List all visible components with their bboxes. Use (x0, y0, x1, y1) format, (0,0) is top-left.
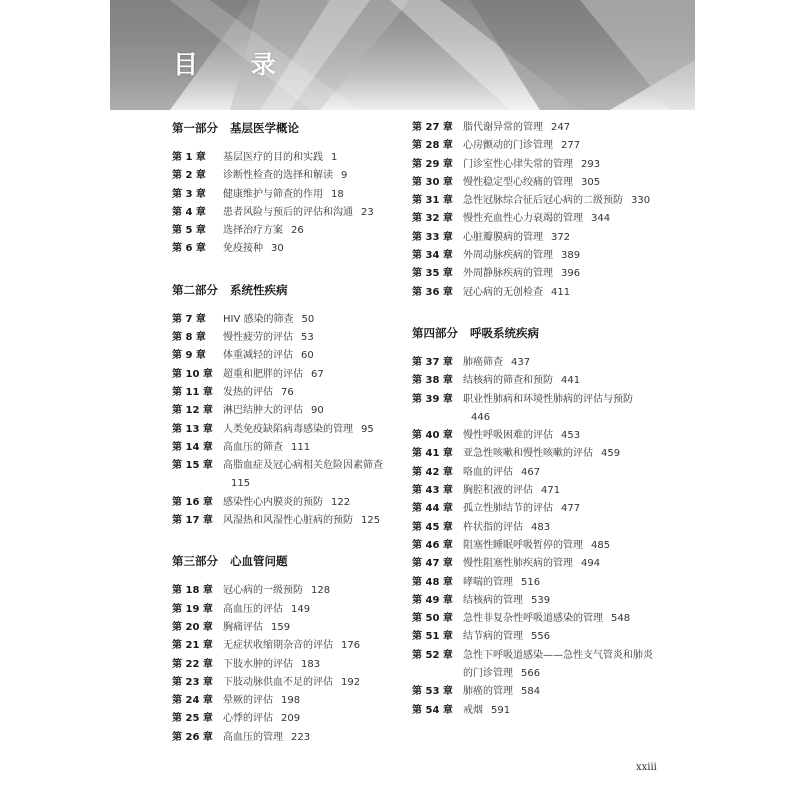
chapter-text (463, 210, 610, 228)
chapter-page: 446 (471, 411, 491, 423)
chapter-text (463, 354, 530, 372)
chapter-page: 477 (561, 503, 581, 515)
chapter-title: 淋巴结肿大的评估 (223, 405, 303, 417)
chapter-text (223, 656, 320, 674)
chapter-title: 阻塞性睡眠呼吸暂停的管理 (463, 539, 583, 551)
chapter-title: HIV 感染的筛查 (223, 313, 294, 325)
chapter-number: 第 41 章 (412, 448, 453, 460)
chapter-page: 485 (591, 539, 611, 551)
chapter-text (223, 619, 290, 637)
chapter-page: 192 (341, 676, 361, 688)
toc-entry[interactable] (172, 240, 400, 258)
chapter-title: 感染性心内膜炎的预防 (223, 496, 323, 508)
chapter-number: 第 1 章 (172, 152, 206, 163)
chapter-text (223, 601, 310, 619)
chapter-text (463, 574, 540, 592)
chapter-text (223, 692, 300, 710)
chapter-number: 第 38 章 (412, 375, 453, 387)
part-heading[interactable] (172, 552, 400, 570)
chapter-text (463, 445, 620, 463)
toc-entry[interactable] (172, 729, 400, 747)
chapter-number: 第 43 章 (412, 485, 453, 497)
toc-entry[interactable] (412, 137, 660, 155)
chapter-title: 发热的评估 (223, 386, 273, 398)
chapter-number: 第 27 章 (412, 122, 453, 133)
chapter-page: 198 (281, 695, 301, 707)
chapter-title: 戒烟 (463, 704, 483, 716)
toc-entry[interactable] (172, 439, 400, 457)
chapter-text (463, 156, 600, 174)
chapter-page: 293 (581, 158, 601, 170)
chapter-page: 556 (531, 631, 551, 643)
chapter-title: 慢性阻塞性肺疾病的管理 (463, 558, 573, 570)
chapter-title: 慢性充血性心力衰竭的管理 (463, 213, 583, 225)
chapter-title: 慢性稳定型心绞痛的管理 (463, 176, 573, 188)
chapter-number: 第 28 章 (412, 140, 453, 152)
chapter-number: 第 7 章 (172, 313, 206, 325)
toc-entry[interactable] (412, 500, 660, 518)
chapter-title: 门诊室性心律失常的管理 (463, 158, 573, 170)
chapter-title: 高血压的管理 (223, 731, 283, 743)
chapter-title: 慢性疲劳的评估 (223, 332, 293, 344)
chapter-text (463, 265, 580, 283)
chapter-page: 389 (561, 250, 581, 262)
chapter-page: 125 (361, 515, 381, 527)
toc-entry[interactable] (172, 186, 400, 204)
chapter-text (223, 167, 347, 185)
chapter-page: 223 (291, 731, 311, 743)
chapter-number: 第 46 章 (412, 539, 453, 551)
chapter-number: 第 20 章 (172, 621, 213, 633)
toc-entry[interactable] (412, 210, 660, 228)
chapter-page: 67 (311, 368, 324, 380)
toc-entry[interactable] (172, 692, 400, 710)
toc-entry[interactable] (172, 402, 400, 420)
chapter-number: 第 24 章 (172, 695, 213, 707)
toc-entry[interactable] (412, 519, 660, 537)
chapter-title: 结节病的管理 (463, 631, 523, 643)
chapter-page: 372 (551, 231, 571, 243)
toc-entry[interactable] (412, 229, 660, 247)
chapter-number: 第 19 章 (172, 603, 213, 615)
chapter-page: 441 (561, 375, 581, 387)
toc-entry[interactable] (172, 421, 400, 439)
toc-entry[interactable] (172, 204, 400, 222)
part-number: 第三部分 (172, 554, 218, 569)
chapter-text (223, 457, 400, 494)
chapter-text (463, 137, 580, 155)
chapter-page: 467 (521, 466, 541, 478)
chapter-number: 第 23 章 (172, 676, 213, 688)
chapter-number: 第 36 章 (412, 286, 453, 298)
chapter-title: 哮喘的管理 (463, 576, 513, 588)
chapter-title: 亚急性咳嗽和慢性咳嗽的评估 (463, 448, 593, 460)
chapter-text (463, 284, 570, 302)
toc-entry[interactable] (412, 119, 660, 137)
toc-entry[interactable] (172, 366, 400, 384)
chapter-text (223, 240, 284, 258)
chapter-title: 体重减轻的评估 (223, 350, 293, 362)
toc-entry[interactable] (412, 372, 660, 390)
chapter-number: 第 5 章 (172, 225, 206, 237)
chapter-page: 60 (301, 350, 314, 362)
chapter-title: 下肢水肿的评估 (223, 658, 293, 670)
chapter-text (463, 247, 580, 265)
toc-entry[interactable] (172, 347, 400, 365)
chapter-page: 209 (281, 713, 301, 725)
chapter-text (463, 174, 600, 192)
chapter-number: 第 40 章 (412, 430, 453, 442)
toc-entry[interactable] (412, 482, 660, 500)
chapter-number: 第 22 章 (172, 658, 213, 670)
chapter-page: 176 (341, 640, 361, 652)
chapter-number: 第 29 章 (412, 158, 453, 170)
chapter-title: 超重和肥胖的评估 (223, 368, 303, 380)
chapter-page: 115 (231, 478, 251, 490)
toc-right-column (412, 119, 660, 720)
chapter-text (463, 464, 540, 482)
toc-entry[interactable] (412, 647, 660, 684)
part-number: 第二部分 (172, 282, 218, 297)
chapter-title: 胸腔积液的评估 (463, 485, 533, 497)
chapter-title: 心脏瓣膜病的管理 (463, 231, 543, 243)
chapter-text (463, 119, 570, 137)
chapter-title: 免疫接种 (223, 243, 263, 255)
toc-entry[interactable] (412, 683, 660, 701)
chapter-page: 305 (581, 176, 601, 188)
chapter-text (463, 610, 630, 628)
toc-entry[interactable] (412, 247, 660, 265)
chapter-text (223, 347, 314, 365)
chapter-page: 330 (631, 195, 651, 207)
chapter-number: 第 30 章 (412, 176, 453, 188)
chapter-text (463, 391, 660, 428)
chapter-page: 122 (331, 496, 351, 508)
chapter-number: 第 3 章 (172, 188, 206, 200)
part-heading[interactable] (172, 281, 400, 299)
chapter-number: 第 25 章 (172, 713, 213, 725)
chapter-title: 无症状收缩期杂音的评估 (223, 640, 333, 652)
chapter-text (463, 372, 580, 390)
toc-entry[interactable] (412, 174, 660, 192)
toc-entry[interactable] (412, 464, 660, 482)
chapter-page: 396 (561, 268, 581, 280)
part-name: 心血管问题 (230, 554, 288, 569)
chapter-title: 急性下呼吸道感染——急性支气管炎和肺炎的门诊管理 (463, 649, 653, 680)
chapter-title: 急性非复杂性呼吸道感染的管理 (463, 613, 603, 625)
chapter-text (463, 537, 610, 555)
part-name: 基层医学概论 (230, 121, 299, 135)
toc-entry[interactable] (172, 167, 400, 185)
chapter-number: 第 18 章 (172, 585, 213, 597)
chapter-page: 247 (551, 122, 571, 133)
chapter-number: 第 10 章 (172, 368, 213, 380)
chapter-title: 高脂血症及冠心病相关危险因素筛查 (223, 460, 383, 472)
toc-entry[interactable] (172, 384, 400, 402)
chapter-number: 第 44 章 (412, 503, 453, 515)
toc-entry[interactable] (172, 637, 400, 655)
part-name: 呼吸系统疾病 (470, 325, 539, 340)
page-title: 目 录 (173, 50, 298, 79)
chapter-number: 第 12 章 (172, 405, 213, 417)
chapter-number: 第 37 章 (412, 356, 453, 368)
chapter-page: 548 (611, 613, 631, 625)
toc-entry[interactable] (412, 555, 660, 573)
chapter-page: 1 (331, 152, 338, 163)
toc-entry[interactable] (172, 601, 400, 619)
chapter-title: 胸痛评估 (223, 621, 263, 633)
part-name: 系统性疾病 (230, 282, 288, 297)
chapter-number: 第 4 章 (172, 206, 206, 218)
chapter-text (463, 555, 600, 573)
chapter-page: 95 (361, 423, 374, 435)
chapter-list (172, 582, 400, 747)
toc-entry[interactable] (412, 156, 660, 174)
chapter-page: 128 (311, 585, 331, 597)
chapter-page: 111 (291, 441, 311, 453)
chapter-title: 冠心病的无创检查 (463, 286, 543, 298)
chapter-text (223, 329, 314, 347)
chapter-text (463, 192, 650, 210)
chapter-page: 53 (301, 332, 314, 344)
chapter-text (463, 628, 550, 646)
chapter-title: 心悸的评估 (223, 713, 273, 725)
chapter-number: 第 47 章 (412, 558, 453, 570)
chapter-text (223, 311, 314, 329)
chapter-page: 9 (341, 170, 348, 182)
chapter-number: 第 42 章 (412, 466, 453, 478)
part-number: 第一部分 (172, 121, 218, 135)
chapter-page: 30 (271, 243, 284, 255)
chapter-number: 第 51 章 (412, 631, 453, 643)
chapter-number: 第 48 章 (412, 576, 453, 588)
chapter-title: 高血压的评估 (223, 603, 283, 615)
chapter-number: 第 6 章 (172, 243, 206, 255)
toc-entry[interactable] (412, 628, 660, 646)
chapter-number: 第 26 章 (172, 731, 213, 743)
toc-entry[interactable] (172, 457, 400, 494)
chapter-text (223, 729, 310, 747)
chapter-title: 肺癌筛查 (463, 356, 503, 368)
chapter-title: 患者风险与预后的评估和沟通 (223, 206, 353, 218)
toc-entry[interactable] (412, 192, 660, 210)
chapter-title: 肺癌的管理 (463, 686, 513, 698)
chapter-list (172, 149, 400, 259)
chapter-page: 584 (521, 686, 541, 698)
chapter-title: 脂代谢异常的管理 (463, 122, 543, 133)
chapter-page: 437 (511, 356, 531, 368)
toc-entry[interactable] (172, 149, 400, 167)
toc-entry[interactable] (412, 537, 660, 555)
chapter-text (463, 702, 510, 720)
chapter-text (223, 149, 337, 167)
chapter-number: 第 50 章 (412, 613, 453, 625)
chapter-title: 诊断性检查的选择和解读 (223, 170, 333, 182)
chapter-number: 第 16 章 (172, 496, 213, 508)
page-number: xxiii (636, 762, 657, 773)
chapter-number: 第 52 章 (412, 649, 453, 661)
toc-entry[interactable] (172, 619, 400, 637)
chapter-page: 494 (581, 558, 601, 570)
chapter-title: 职业性肺病和环境性肺病的评估与预防 (463, 393, 633, 405)
chapter-number: 第 35 章 (412, 268, 453, 280)
toc-entry[interactable] (412, 445, 660, 463)
chapter-number: 第 53 章 (412, 686, 453, 698)
chapter-text (463, 229, 570, 247)
chapter-number: 第 15 章 (172, 460, 213, 472)
chapter-page: 183 (301, 658, 321, 670)
chapter-page: 483 (531, 521, 551, 533)
chapter-title: 人类免疫缺陷病毒感染的管理 (223, 423, 353, 435)
chapter-text (223, 366, 324, 384)
chapter-page: 344 (591, 213, 611, 225)
chapter-page: 90 (311, 405, 324, 417)
toc-entry[interactable] (412, 592, 660, 610)
chapter-title: 杵状指的评估 (463, 521, 523, 533)
chapter-text (463, 647, 660, 684)
toc-entry[interactable] (412, 574, 660, 592)
chapter-page: 76 (281, 386, 294, 398)
chapter-page: 26 (291, 225, 304, 237)
chapter-number: 第 31 章 (412, 195, 453, 207)
chapter-title: 晕厥的评估 (223, 695, 273, 707)
chapter-text (223, 637, 360, 655)
chapter-page: 411 (551, 286, 571, 298)
chapter-text (223, 421, 374, 439)
chapter-title: 高血压的筛查 (223, 441, 283, 453)
chapter-text (463, 482, 560, 500)
chapter-page: 149 (291, 603, 311, 615)
chapter-list (172, 311, 400, 531)
chapter-title: 孤立性肺结节的评估 (463, 503, 553, 515)
chapter-page: 159 (271, 621, 291, 633)
chapter-title: 风湿热和风湿性心脏病的预防 (223, 515, 353, 527)
chapter-text (223, 204, 374, 222)
chapter-number: 第 54 章 (412, 704, 453, 716)
chapter-title: 选择治疗方案 (223, 225, 283, 237)
chapter-title: 外周静脉疾病的管理 (463, 268, 553, 280)
chapter-text (223, 710, 300, 728)
chapter-title: 健康维护与筛查的作用 (223, 188, 323, 200)
chapter-page: 539 (531, 594, 551, 606)
chapter-title: 心房颤动的门诊管理 (463, 140, 553, 152)
chapter-page: 277 (561, 140, 581, 152)
toc-entry[interactable] (172, 674, 400, 692)
toc-entry[interactable] (412, 702, 660, 720)
chapter-list (412, 354, 660, 720)
chapter-text (463, 519, 550, 537)
chapter-page: 566 (521, 668, 541, 680)
toc-entry[interactable] (412, 391, 660, 428)
chapter-number: 第 2 章 (172, 170, 206, 182)
chapter-title: 冠心病的一级预防 (223, 585, 303, 597)
chapter-text (223, 222, 304, 240)
chapter-number: 第 49 章 (412, 594, 453, 606)
toc-entry[interactable] (172, 329, 400, 347)
chapter-number: 第 21 章 (172, 640, 213, 652)
chapter-title: 基层医疗的目的和实践 (223, 152, 323, 163)
chapter-number: 第 45 章 (412, 521, 453, 533)
chapter-text (223, 674, 360, 692)
chapter-number: 第 8 章 (172, 332, 206, 344)
chapter-number: 第 14 章 (172, 441, 213, 453)
chapter-text (463, 683, 540, 701)
chapter-title: 慢性呼吸困难的评估 (463, 430, 553, 442)
chapter-page: 50 (301, 313, 315, 325)
chapter-page: 459 (601, 448, 621, 460)
chapter-number: 第 11 章 (172, 386, 213, 398)
part-heading[interactable] (172, 119, 400, 137)
toc-entry[interactable] (412, 354, 660, 372)
chapter-text (223, 582, 330, 600)
chapter-text (223, 494, 350, 512)
toc-entry[interactable] (412, 427, 660, 445)
part-number: 第四部分 (412, 325, 458, 340)
chapter-number: 第 32 章 (412, 213, 453, 225)
chapter-number: 第 33 章 (412, 231, 453, 243)
chapter-list (412, 119, 660, 302)
chapter-number: 第 9 章 (172, 350, 206, 362)
chapter-number: 第 13 章 (172, 423, 213, 435)
chapter-text (463, 427, 580, 445)
chapter-title: 结核病的筛查和预防 (463, 375, 553, 387)
chapter-title: 结核病的管理 (463, 594, 523, 606)
chapter-page: 18 (331, 188, 344, 200)
chapter-number: 第 34 章 (412, 250, 453, 262)
toc-entry[interactable] (412, 284, 660, 302)
chapter-number: 第 39 章 (412, 393, 453, 405)
toc-entry[interactable] (172, 710, 400, 728)
toc-entry[interactable] (172, 582, 400, 600)
chapter-number: 第 17 章 (172, 515, 213, 527)
chapter-text (223, 384, 294, 402)
chapter-text (223, 439, 310, 457)
toc-entry[interactable] (172, 222, 400, 240)
chapter-text (223, 512, 380, 530)
chapter-text (223, 186, 344, 204)
chapter-page: 23 (361, 206, 374, 218)
toc-left-column (172, 119, 400, 747)
chapter-title: 咯血的评估 (463, 466, 513, 478)
part-heading[interactable] (412, 324, 660, 342)
chapter-page: 453 (561, 430, 581, 442)
chapter-text (223, 402, 324, 420)
toc-entry[interactable] (172, 656, 400, 674)
chapter-title: 急性冠脉综合征后冠心病的二级预防 (463, 195, 623, 207)
chapter-page: 591 (491, 704, 511, 716)
chapter-title: 下肢动脉供血不足的评估 (223, 676, 333, 688)
chapter-page: 516 (521, 576, 541, 588)
toc-entry[interactable] (172, 311, 400, 329)
chapter-text (463, 592, 550, 610)
chapter-text (463, 500, 580, 518)
chapter-title: 外周动脉疾病的管理 (463, 250, 553, 262)
toc-entry[interactable] (412, 610, 660, 628)
toc-entry[interactable] (412, 265, 660, 283)
chapter-page: 471 (541, 485, 561, 497)
toc-entry[interactable] (172, 512, 400, 530)
toc-entry[interactable] (172, 494, 400, 512)
